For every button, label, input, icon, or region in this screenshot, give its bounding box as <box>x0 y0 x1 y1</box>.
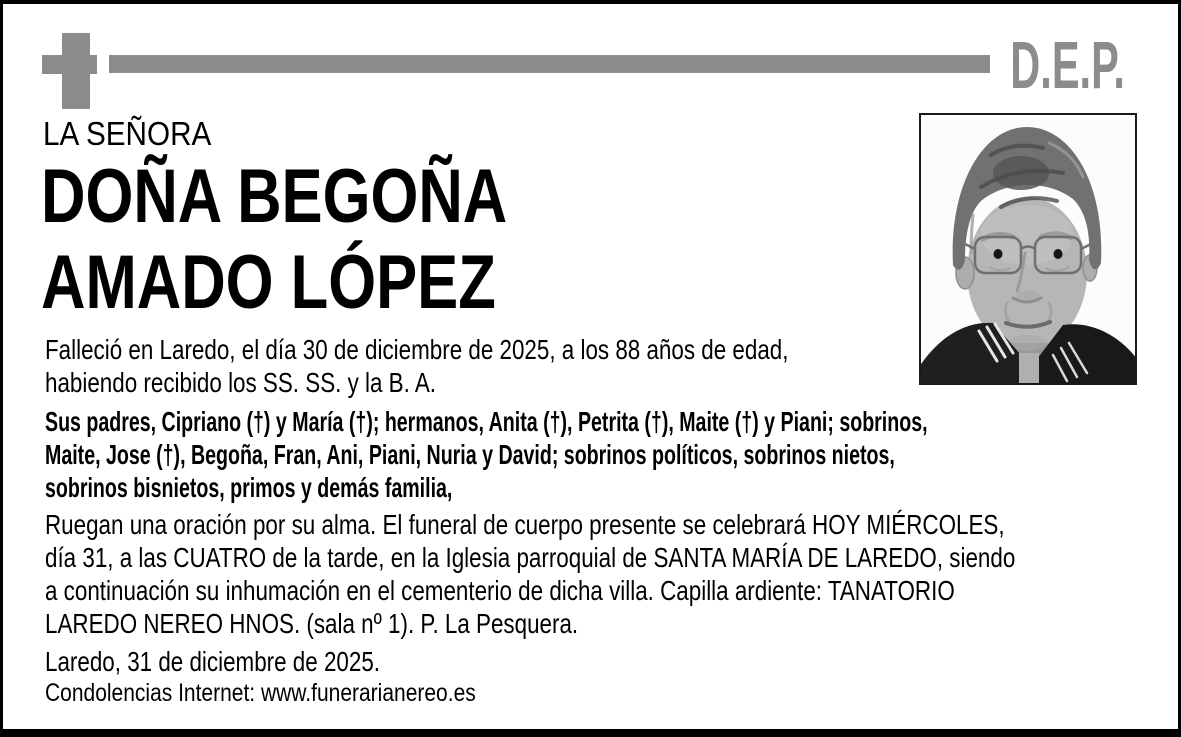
text-line: a continuación su inhumación en el cementerio de dicha villa. Capilla ardiente: TANATORIO <box>45 575 955 606</box>
deceased-name-line-2: AMADO LÓPEZ <box>41 240 496 325</box>
dateline: Laredo, 31 de diciembre de 2025. <box>45 646 380 677</box>
condolences-line: Condolencias Internet: www.funerarianereo.es <box>45 679 476 707</box>
text-line: sobrinos bisnietos, primos y demás familia, <box>45 472 453 503</box>
funeral-paragraph <box>45 508 1015 640</box>
deceased-name <box>41 154 507 326</box>
text-line: Sus padres, Cipriano (†) y María (†); hermanos, Anita (†), Petrita (†), Maite (†) y Piani; sobrinos, <box>45 406 928 437</box>
text-line: LAREDO NEREO HNOS. (sala nº 1). P. La Pesquera. <box>45 608 579 639</box>
header-rule <box>109 55 990 73</box>
text-line: habiendo recibido los SS. SS. y la B. A. <box>45 367 436 398</box>
deceased-name-line-1: DOÑA BEGOÑA <box>41 154 508 239</box>
text-line: Maite, Jose (†), Begoña, Fran, Ani, Piani, Nuria y David; sobrinos políticos, sobrinos nietos, <box>45 439 895 470</box>
family-paragraph <box>45 405 928 504</box>
text-line: día 31, a las CUATRO de la tarde, en la Iglesia parroquial de SANTA MARÍA DE LAREDO, siendo <box>45 542 1016 573</box>
honorific-title: LA SEÑORA <box>43 115 212 152</box>
portrait-illustration <box>921 115 1135 383</box>
death-notice-paragraph <box>45 333 788 399</box>
cross-icon-horizontal-bar <box>42 55 97 74</box>
text-line: Ruegan una oración por su alma. El funeral de cuerpo presente se celebrará HOY MIÉRCOLES, <box>45 509 1005 540</box>
text-line: Falleció en Laredo, el día 30 de diciembre de 2025, a los 88 años de edad, <box>45 334 789 365</box>
portrait-photo <box>919 113 1137 385</box>
dep-label: D.E.P. <box>1010 28 1125 103</box>
